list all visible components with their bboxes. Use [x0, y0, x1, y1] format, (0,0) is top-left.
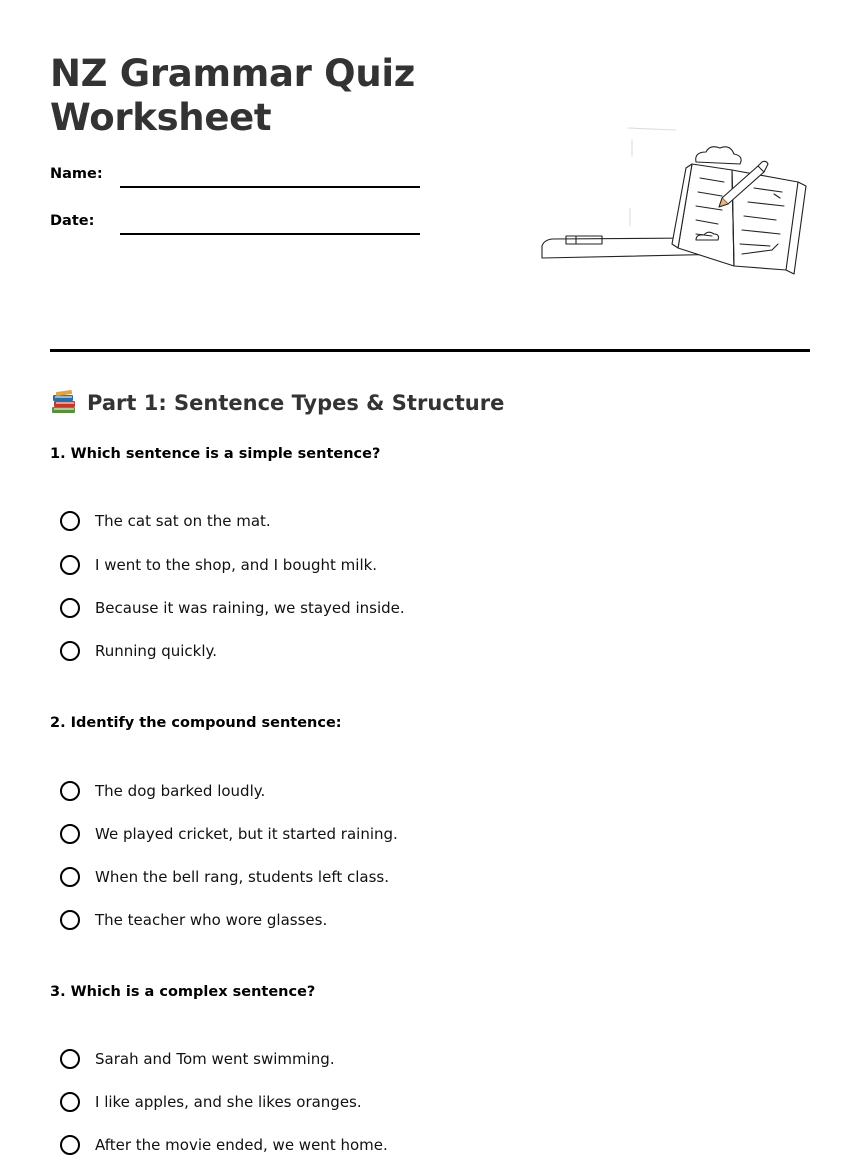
radio-button[interactable] [60, 555, 80, 575]
radio-button[interactable] [60, 1092, 80, 1112]
books-icon [50, 389, 77, 416]
open-book-with-pencil-icon [536, 118, 812, 278]
name-field[interactable] [120, 186, 420, 188]
option-text: I went to the shop, and I bought milk. [95, 556, 378, 574]
radio-button[interactable] [60, 1135, 80, 1155]
q2-option-3[interactable] [60, 864, 389, 890]
q3-option-1[interactable] [60, 1046, 335, 1072]
option-text: After the movie ended, we went home. [95, 1136, 388, 1154]
radio-button[interactable] [60, 824, 80, 844]
q2-option-2[interactable] [60, 821, 398, 847]
question-1: 1. Which sentence is a simple sentence? [50, 446, 381, 462]
title-line-1: NZ Grammar Quiz [50, 52, 415, 95]
q2-option-4[interactable] [60, 907, 327, 933]
option-text: The teacher who wore glasses. [95, 911, 328, 929]
q1-option-1[interactable] [60, 508, 271, 534]
option-text: The cat sat on the mat. [95, 512, 271, 530]
option-text: When the bell rang, students left class. [95, 868, 389, 886]
date-field[interactable] [120, 233, 420, 235]
title-line-2: Worksheet [50, 96, 272, 139]
worksheet-title [50, 52, 415, 140]
q2-option-1[interactable] [60, 778, 265, 804]
option-text: The dog barked loudly. [95, 782, 266, 800]
radio-button[interactable] [60, 781, 80, 801]
q1-option-2[interactable] [60, 552, 377, 578]
radio-button[interactable] [60, 1049, 80, 1069]
radio-button[interactable] [60, 641, 80, 661]
option-text: I like apples, and she likes oranges. [95, 1093, 362, 1111]
q1-option-4[interactable] [60, 638, 217, 664]
option-text: Running quickly. [95, 642, 218, 660]
date-label: Date: [50, 213, 95, 229]
part1-heading [50, 389, 504, 416]
radio-button[interactable] [60, 598, 80, 618]
name-label: Name: [50, 166, 103, 182]
radio-button[interactable] [60, 910, 80, 930]
option-text: We played cricket, but it started raining. [95, 825, 398, 843]
option-text: Because it was raining, we stayed inside. [95, 599, 405, 617]
q3-option-2[interactable] [60, 1089, 362, 1115]
radio-button[interactable] [60, 867, 80, 887]
part1-heading-text: Part 1: Sentence Types & Structure [87, 390, 505, 415]
option-text: Sarah and Tom went swimming. [95, 1050, 335, 1068]
question-2: 2. Identify the compound sentence: [50, 715, 342, 731]
q3-option-3[interactable] [60, 1132, 388, 1158]
radio-button[interactable] [60, 511, 80, 531]
q1-option-3[interactable] [60, 595, 405, 621]
section-divider [50, 349, 810, 352]
question-3: 3. Which is a complex sentence? [50, 984, 316, 1000]
